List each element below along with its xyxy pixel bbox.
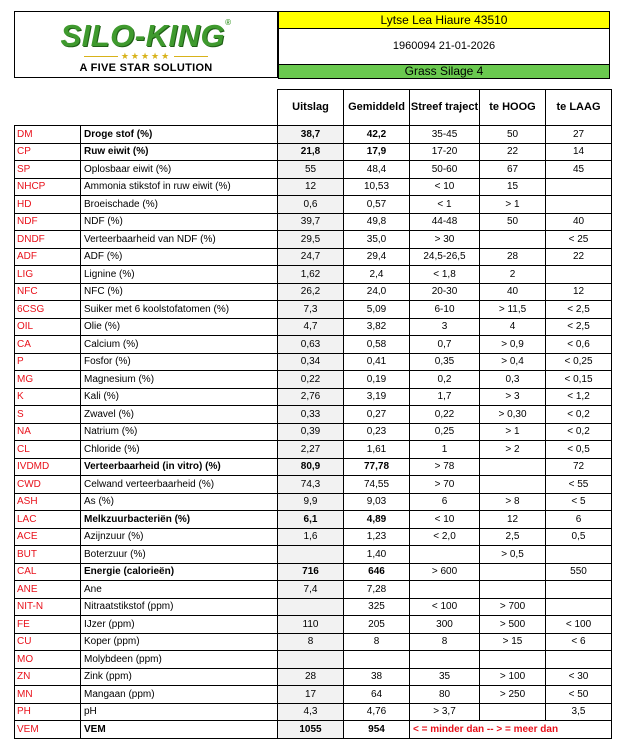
row-description: Azijnzuur (%): [81, 528, 278, 546]
table-row: [15, 581, 612, 599]
row-gemiddeld: 1,23: [344, 528, 410, 546]
row-uitslag: 0,6: [278, 196, 344, 214]
row-streef: < 100: [410, 598, 480, 616]
row-te-laag: 3,5: [546, 703, 612, 721]
row-streef: 0,25: [410, 423, 480, 441]
row-te-laag: [546, 196, 612, 214]
table-row: [15, 616, 612, 634]
row-description: Molybdeen (ppm): [81, 651, 278, 669]
table-row: [15, 511, 612, 529]
row-code: NDF: [15, 213, 81, 231]
row-te-laag: 12: [546, 283, 612, 301]
row-gemiddeld: 42,2: [344, 126, 410, 144]
row-description: Broeischade (%): [81, 196, 278, 214]
row-code: MG: [15, 371, 81, 389]
row-gemiddeld: 38: [344, 668, 410, 686]
row-gemiddeld: 74,55: [344, 476, 410, 494]
table-row: [15, 721, 612, 739]
table-row: [15, 493, 612, 511]
table-row: [15, 686, 612, 704]
row-streef: 0,35: [410, 353, 480, 371]
row-uitslag: 24,7: [278, 248, 344, 266]
table-row: [15, 651, 612, 669]
row-te-hoog: 15: [480, 178, 546, 196]
row-code: ANE: [15, 581, 81, 599]
row-uitslag: 26,2: [278, 283, 344, 301]
column-header-uitslag: Uitslag: [278, 90, 344, 126]
row-gemiddeld: 1,61: [344, 441, 410, 459]
row-uitslag: 38,7: [278, 126, 344, 144]
row-code: K: [15, 388, 81, 406]
row-uitslag: [278, 546, 344, 564]
row-uitslag: [278, 651, 344, 669]
table-row: [15, 336, 612, 354]
row-te-laag: < 0,25: [546, 353, 612, 371]
row-te-hoog: 28: [480, 248, 546, 266]
row-uitslag: 2,76: [278, 388, 344, 406]
row-te-hoog: > 1: [480, 423, 546, 441]
row-description: Energie (calorieën): [81, 563, 278, 581]
five-stars-icon: ★★★★★: [15, 51, 277, 62]
row-gemiddeld: 3,19: [344, 388, 410, 406]
row-gemiddeld: 9,03: [344, 493, 410, 511]
row-gemiddeld: 325: [344, 598, 410, 616]
row-description: Chloride (%): [81, 441, 278, 459]
row-description: Fosfor (%): [81, 353, 278, 371]
row-te-laag: < 5: [546, 493, 612, 511]
row-te-hoog: [480, 476, 546, 494]
row-code: S: [15, 406, 81, 424]
row-te-hoog: 2: [480, 266, 546, 284]
row-description: NFC (%): [81, 283, 278, 301]
row-code: BUT: [15, 546, 81, 564]
table-row: [15, 371, 612, 389]
row-gemiddeld: 4,89: [344, 511, 410, 529]
row-uitslag: 1,62: [278, 266, 344, 284]
row-te-laag: < 30: [546, 668, 612, 686]
row-streef: > 78: [410, 458, 480, 476]
row-uitslag: [278, 598, 344, 616]
row-streef: > 70: [410, 476, 480, 494]
row-description: Lignine (%): [81, 266, 278, 284]
row-gemiddeld: 0,19: [344, 371, 410, 389]
row-streef: 50-60: [410, 161, 480, 179]
row-uitslag: 110: [278, 616, 344, 634]
row-description: Nitraatstikstof (ppm): [81, 598, 278, 616]
table-row: [15, 406, 612, 424]
table-row: [15, 423, 612, 441]
silo-king-logo: [14, 11, 278, 78]
row-te-laag: 0,5: [546, 528, 612, 546]
row-te-laag: < 2,5: [546, 301, 612, 319]
row-gemiddeld: 954: [344, 721, 410, 739]
row-streef: 80: [410, 686, 480, 704]
table-row: [15, 126, 612, 144]
row-code: FE: [15, 616, 81, 634]
row-uitslag: 0,34: [278, 353, 344, 371]
row-uitslag: 2,27: [278, 441, 344, 459]
row-gemiddeld: 5,09: [344, 301, 410, 319]
row-te-hoog: [480, 581, 546, 599]
row-description: Oplosbaar eiwit (%): [81, 161, 278, 179]
row-te-hoog: 0,3: [480, 371, 546, 389]
row-te-hoog: > 3: [480, 388, 546, 406]
row-te-hoog: [480, 458, 546, 476]
row-code: OIL: [15, 318, 81, 336]
row-code: PH: [15, 703, 81, 721]
row-description: Suiker met 6 koolstofatomen (%): [81, 301, 278, 319]
registered-mark: ®: [225, 18, 232, 27]
row-streef: < 1: [410, 196, 480, 214]
row-description: Olie (%): [81, 318, 278, 336]
row-code: 6CSG: [15, 301, 81, 319]
row-te-hoog: > 500: [480, 616, 546, 634]
row-te-hoog: > 15: [480, 633, 546, 651]
row-uitslag: 21,8: [278, 143, 344, 161]
row-description: Verteerbaarheid (in vitro) (%): [81, 458, 278, 476]
header-blank: [81, 90, 278, 126]
row-description: Droge stof (%): [81, 126, 278, 144]
row-te-hoog: > 0,5: [480, 546, 546, 564]
row-streef: < 1,8: [410, 266, 480, 284]
row-te-hoog: > 700: [480, 598, 546, 616]
row-te-hoog: > 11,5: [480, 301, 546, 319]
row-uitslag: 55: [278, 161, 344, 179]
row-streef: 0,22: [410, 406, 480, 424]
row-streef: 6-10: [410, 301, 480, 319]
row-code: NHCP: [15, 178, 81, 196]
row-te-laag: [546, 266, 612, 284]
row-code: DM: [15, 126, 81, 144]
row-te-laag: < 2,5: [546, 318, 612, 336]
row-code: MN: [15, 686, 81, 704]
row-streef: 24,5-26,5: [410, 248, 480, 266]
row-gemiddeld: 0,57: [344, 196, 410, 214]
table-row: [15, 231, 612, 249]
row-description: Ane: [81, 581, 278, 599]
row-te-laag: 14: [546, 143, 612, 161]
row-gemiddeld: 205: [344, 616, 410, 634]
row-gemiddeld: 0,23: [344, 423, 410, 441]
row-code: CL: [15, 441, 81, 459]
row-te-laag: [546, 598, 612, 616]
row-streef: > 600: [410, 563, 480, 581]
row-code: IVDMD: [15, 458, 81, 476]
farm-name: Lytse Lea Hiaure 43510: [278, 11, 610, 29]
row-description: ADF (%): [81, 248, 278, 266]
row-gemiddeld: 3,82: [344, 318, 410, 336]
row-uitslag: 9,9: [278, 493, 344, 511]
row-gemiddeld: 10,53: [344, 178, 410, 196]
row-te-laag: < 1,2: [546, 388, 612, 406]
table-row: [15, 441, 612, 459]
row-description: Ruw eiwit (%): [81, 143, 278, 161]
row-code: CAL: [15, 563, 81, 581]
row-te-hoog: 50: [480, 213, 546, 231]
row-te-laag: 550: [546, 563, 612, 581]
row-te-hoog: [480, 563, 546, 581]
row-uitslag: 7,4: [278, 581, 344, 599]
table-row: [15, 161, 612, 179]
row-uitslag: 716: [278, 563, 344, 581]
table-row: [15, 248, 612, 266]
row-uitslag: 0,33: [278, 406, 344, 424]
row-te-hoog: > 100: [480, 668, 546, 686]
row-description: pH: [81, 703, 278, 721]
row-uitslag: 39,7: [278, 213, 344, 231]
row-uitslag: 1,6: [278, 528, 344, 546]
row-code: HD: [15, 196, 81, 214]
row-streef: > 3,7: [410, 703, 480, 721]
row-gemiddeld: 7,28: [344, 581, 410, 599]
row-code: CU: [15, 633, 81, 651]
row-uitslag: 29,5: [278, 231, 344, 249]
row-description: Ammonia stikstof in ruw eiwit (%): [81, 178, 278, 196]
table-row: [15, 388, 612, 406]
row-uitslag: 4,7: [278, 318, 344, 336]
row-streef: 8: [410, 633, 480, 651]
table-row: [15, 458, 612, 476]
row-description: Magnesium (%): [81, 371, 278, 389]
row-gemiddeld: 49,8: [344, 213, 410, 231]
row-te-hoog: > 2: [480, 441, 546, 459]
table-header-row: [15, 90, 612, 126]
row-uitslag: 0,22: [278, 371, 344, 389]
row-te-laag: < 50: [546, 686, 612, 704]
analysis-table: [14, 89, 612, 739]
row-gemiddeld: 8: [344, 633, 410, 651]
row-description: Mangaan (ppm): [81, 686, 278, 704]
row-te-hoog: 22: [480, 143, 546, 161]
row-te-laag: [546, 178, 612, 196]
row-gemiddeld: 77,78: [344, 458, 410, 476]
row-code: ACE: [15, 528, 81, 546]
row-gemiddeld: 0,58: [344, 336, 410, 354]
row-te-laag: [546, 581, 612, 599]
row-description: Verteerbaarheid van NDF (%): [81, 231, 278, 249]
table-row: [15, 196, 612, 214]
legend-note: < = minder dan -- > = meer dan: [410, 721, 612, 739]
table-row: [15, 703, 612, 721]
row-uitslag: 7,3: [278, 301, 344, 319]
row-code: DNDF: [15, 231, 81, 249]
table-row: [15, 633, 612, 651]
row-te-hoog: [480, 651, 546, 669]
row-code: SP: [15, 161, 81, 179]
row-description: IJzer (ppm): [81, 616, 278, 634]
row-streef: 20-30: [410, 283, 480, 301]
table-row: [15, 598, 612, 616]
row-gemiddeld: 48,4: [344, 161, 410, 179]
table-row: [15, 178, 612, 196]
row-description: Zink (ppm): [81, 668, 278, 686]
row-te-laag: [546, 546, 612, 564]
table-row: [15, 283, 612, 301]
row-streef: 0,7: [410, 336, 480, 354]
row-description: Koper (ppm): [81, 633, 278, 651]
row-streef: 35: [410, 668, 480, 686]
row-te-laag: < 0,2: [546, 406, 612, 424]
row-gemiddeld: [344, 651, 410, 669]
row-code: LIG: [15, 266, 81, 284]
row-description: Kali (%): [81, 388, 278, 406]
row-te-hoog: [480, 231, 546, 249]
table-row: [15, 353, 612, 371]
row-description: NDF (%): [81, 213, 278, 231]
row-description: Natrium (%): [81, 423, 278, 441]
column-header-te-laag: te LAAG: [546, 90, 612, 126]
row-gemiddeld: 24,0: [344, 283, 410, 301]
logo-wordmark: SILO-KING: [60, 18, 226, 53]
row-streef: > 30: [410, 231, 480, 249]
row-te-laag: < 55: [546, 476, 612, 494]
row-streef: [410, 651, 480, 669]
row-te-hoog: 4: [480, 318, 546, 336]
row-uitslag: 12: [278, 178, 344, 196]
row-description: Calcium (%): [81, 336, 278, 354]
row-streef: 17-20: [410, 143, 480, 161]
table-row: [15, 563, 612, 581]
row-te-laag: 45: [546, 161, 612, 179]
row-uitslag: 4,3: [278, 703, 344, 721]
row-gemiddeld: 2,4: [344, 266, 410, 284]
row-streef: 300: [410, 616, 480, 634]
row-te-hoog: > 8: [480, 493, 546, 511]
product-type: Grass Silage 4: [278, 65, 610, 79]
row-description: Celwand verteerbaarheid (%): [81, 476, 278, 494]
row-te-laag: < 0,15: [546, 371, 612, 389]
row-te-laag: 27: [546, 126, 612, 144]
table-row: [15, 266, 612, 284]
row-uitslag: 8: [278, 633, 344, 651]
row-streef: 1,7: [410, 388, 480, 406]
row-code: CWD: [15, 476, 81, 494]
column-header-te-hoog: te HOOG: [480, 90, 546, 126]
row-uitslag: 6,1: [278, 511, 344, 529]
row-gemiddeld: 0,27: [344, 406, 410, 424]
row-te-hoog: 50: [480, 126, 546, 144]
row-te-hoog: > 0,30: [480, 406, 546, 424]
row-te-laag: < 0,5: [546, 441, 612, 459]
row-te-hoog: > 1: [480, 196, 546, 214]
row-streef: [410, 546, 480, 564]
row-uitslag: 17: [278, 686, 344, 704]
row-streef: < 2,0: [410, 528, 480, 546]
row-te-laag: < 25: [546, 231, 612, 249]
row-streef: 6: [410, 493, 480, 511]
row-description: Boterzuur (%): [81, 546, 278, 564]
row-streef: 1: [410, 441, 480, 459]
table-row: [15, 301, 612, 319]
row-te-laag: < 100: [546, 616, 612, 634]
row-te-hoog: 40: [480, 283, 546, 301]
row-description: Melkzuurbacteriën (%): [81, 511, 278, 529]
row-code: MO: [15, 651, 81, 669]
row-gemiddeld: 0,41: [344, 353, 410, 371]
logo-tagline: A FIVE STAR SOLUTION: [79, 62, 213, 74]
row-uitslag: 74,3: [278, 476, 344, 494]
row-code: ZN: [15, 668, 81, 686]
row-code: ADF: [15, 248, 81, 266]
row-description: Zwavel (%): [81, 406, 278, 424]
row-te-hoog: 12: [480, 511, 546, 529]
row-streef: 44-48: [410, 213, 480, 231]
row-streef: 0,2: [410, 371, 480, 389]
row-code: CA: [15, 336, 81, 354]
row-gemiddeld: 29,4: [344, 248, 410, 266]
row-description: As (%): [81, 493, 278, 511]
row-code: VEM: [15, 721, 81, 739]
header-blank: [15, 90, 81, 126]
row-gemiddeld: 1,40: [344, 546, 410, 564]
table-row: [15, 668, 612, 686]
row-code: NIT-N: [15, 598, 81, 616]
row-uitslag: 0,39: [278, 423, 344, 441]
row-gemiddeld: 35,0: [344, 231, 410, 249]
row-te-hoog: > 0,9: [480, 336, 546, 354]
table-row: [15, 143, 612, 161]
sample-id-date: 1960094 21-01-2026: [278, 29, 610, 65]
row-code: LAC: [15, 511, 81, 529]
row-streef: 35-45: [410, 126, 480, 144]
row-uitslag: 80,9: [278, 458, 344, 476]
row-uitslag: 1055: [278, 721, 344, 739]
row-te-laag: < 0,6: [546, 336, 612, 354]
row-te-laag: 22: [546, 248, 612, 266]
row-uitslag: 28: [278, 668, 344, 686]
row-te-hoog: > 250: [480, 686, 546, 704]
row-streef: 3: [410, 318, 480, 336]
row-streef: < 10: [410, 511, 480, 529]
row-te-laag: 40: [546, 213, 612, 231]
row-description: VEM: [81, 721, 278, 739]
table-row: [15, 318, 612, 336]
row-code: NA: [15, 423, 81, 441]
column-header-streef: Streef traject: [410, 90, 480, 126]
row-code: ASH: [15, 493, 81, 511]
row-code: NFC: [15, 283, 81, 301]
row-gemiddeld: 646: [344, 563, 410, 581]
row-te-hoog: > 0,4: [480, 353, 546, 371]
row-uitslag: 0,63: [278, 336, 344, 354]
table-row: [15, 546, 612, 564]
row-code: CP: [15, 143, 81, 161]
row-te-hoog: 2,5: [480, 528, 546, 546]
row-te-laag: [546, 651, 612, 669]
row-te-laag: 6: [546, 511, 612, 529]
row-te-laag: < 0,2: [546, 423, 612, 441]
row-te-hoog: 67: [480, 161, 546, 179]
column-header-gemiddeld: Gemiddeld: [344, 90, 410, 126]
row-code: P: [15, 353, 81, 371]
table-row: [15, 476, 612, 494]
row-streef: [410, 581, 480, 599]
table-row: [15, 213, 612, 231]
row-te-laag: < 6: [546, 633, 612, 651]
row-gemiddeld: 17,9: [344, 143, 410, 161]
row-te-laag: 72: [546, 458, 612, 476]
row-streef: < 10: [410, 178, 480, 196]
row-gemiddeld: 64: [344, 686, 410, 704]
row-gemiddeld: 4,76: [344, 703, 410, 721]
table-row: [15, 528, 612, 546]
row-te-hoog: [480, 703, 546, 721]
